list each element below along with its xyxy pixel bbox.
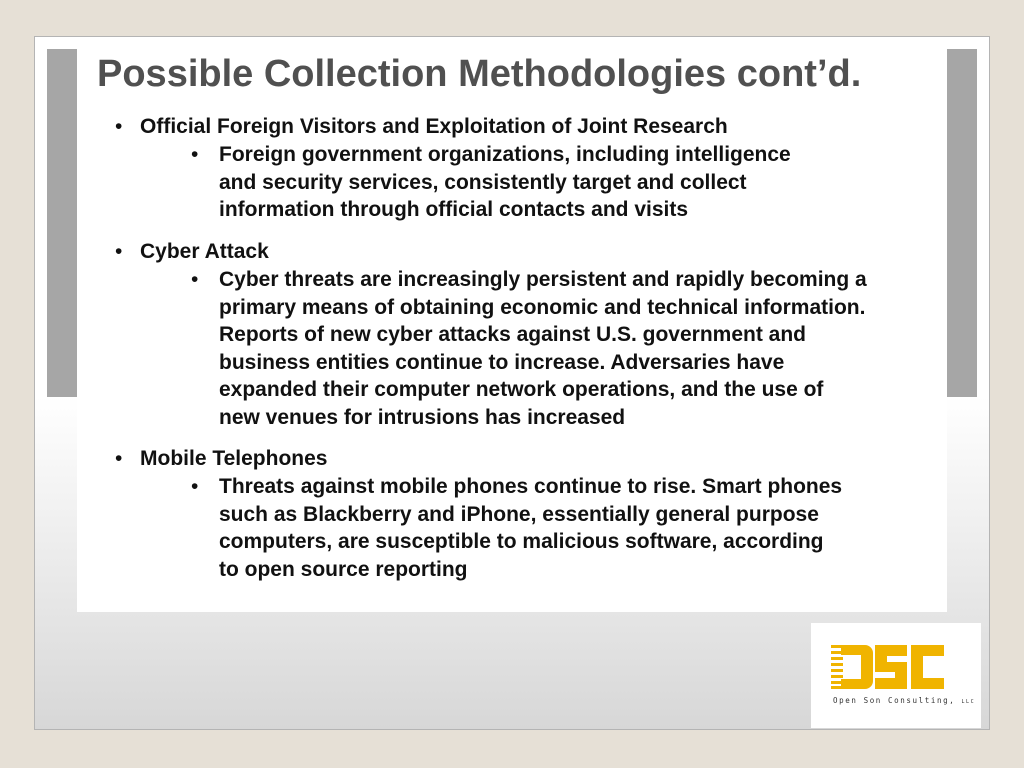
- list-item: [191, 266, 931, 432]
- company-name: Open Son Consulting, LLC: [833, 696, 976, 705]
- section-detail: Cyber threats are increasingly persistent and rapidly becoming a primary means of obtaining economic and technical information. Reports of new cyber attacks against U.S. government and business entities continue to increase. Adversaries have expanded their computer network operations, and the use of new venues for intrusions has increased: [219, 268, 867, 429]
- slide-title: Possible Collection Methodologies cont’d.: [97, 53, 862, 95]
- section-detail: Foreign government organizations, including intelligence and security services, consistently target and collect information through official contacts and visits: [219, 143, 791, 222]
- list-item: [191, 141, 931, 224]
- slide-content: [77, 44, 947, 612]
- company-logo: [811, 623, 981, 728]
- bullet-icon: •: [191, 143, 199, 166]
- bullet-icon: •: [115, 115, 123, 138]
- section-heading: Cyber Attack: [140, 240, 269, 263]
- section-heading: Mobile Telephones: [140, 447, 328, 470]
- bullet-icon: •: [191, 268, 199, 291]
- section-detail: Threats against mobile phones continue to rise. Smart phones such as Blackberry and iPhone, essentially general purpose computers, are susceptible to malicious software, according to open source reporting: [219, 475, 843, 581]
- bullet-icon: •: [115, 447, 123, 470]
- list-item: [191, 473, 931, 583]
- bullet-icon: •: [191, 475, 199, 498]
- section-heading: Official Foreign Visitors and Exploitation of Joint Research: [140, 115, 728, 138]
- bullet-icon: •: [115, 240, 123, 263]
- osc-logo-icon: [831, 643, 945, 691]
